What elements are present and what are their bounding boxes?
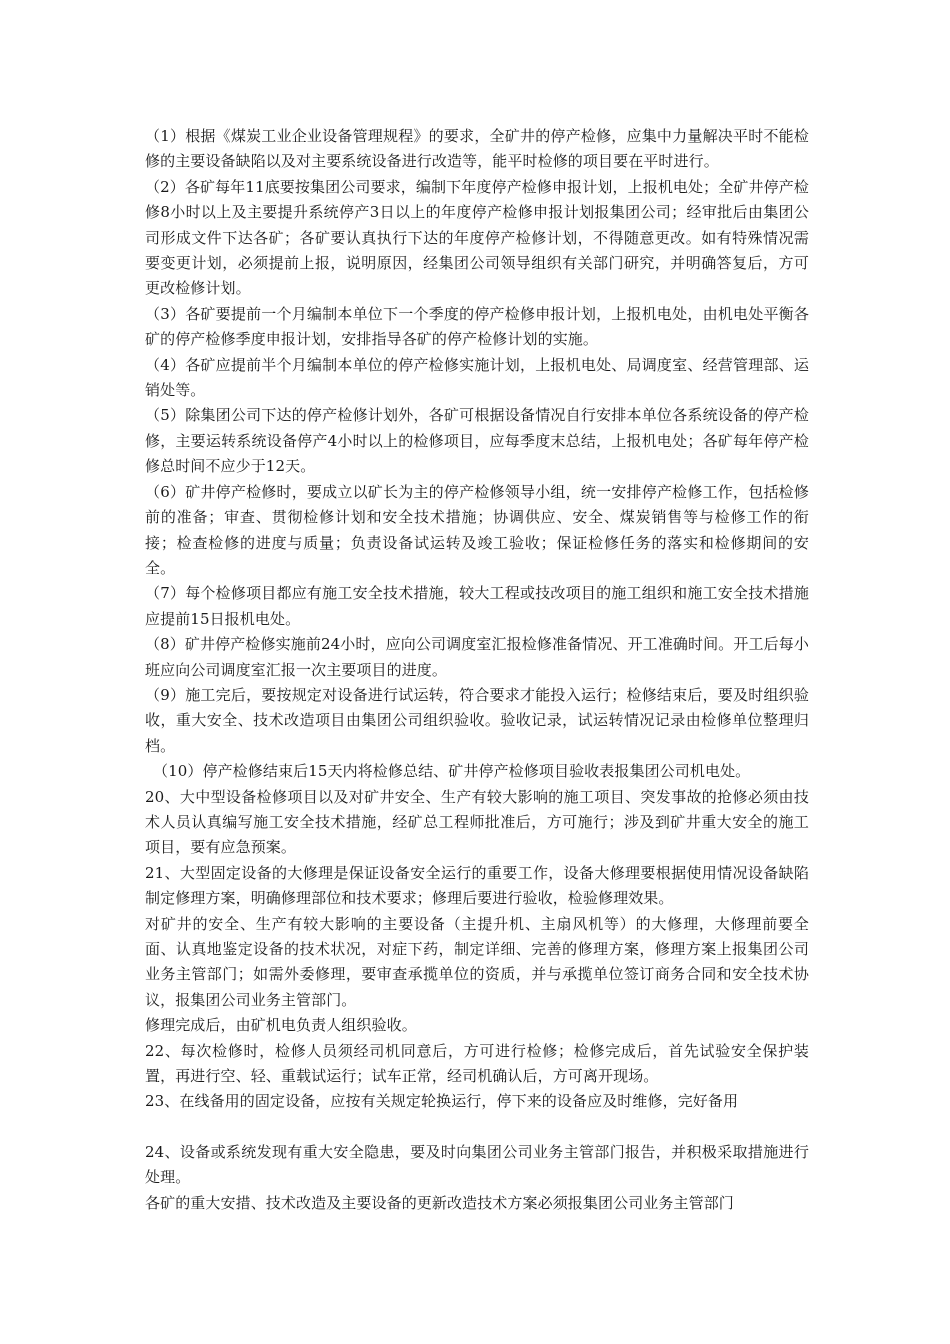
paragraph-3: （3）各矿要提前一个月编制本单位下一个季度的停产检修申报计划，上报机电处，由机电处平衡各矿的停产检修季度申报计划，安排指导各矿的停产检修计划的实施。: [145, 304, 809, 349]
paragraph-6: （6）矿井停产检修时，要成立以矿长为主的停产检修领导小组，统一安排停产检修工作，包括检修前的准备；审查、贯彻检修计划和安全技术措施；协调供应、安全、煤炭销售等与检修工作的衔接；检查检修的进度与质量；负责设备试运转及竣工验收；保证检修任务的落实和检修期间的安全。: [145, 482, 809, 577]
paragraph-24: 24、设备或系统发现有重大安全隐患，要及时向集团公司业务主管部门报告，并积极采取措施进行处理。: [145, 1142, 809, 1187]
paragraph-22: 22、每次检修时，检修人员须经司机同意后，方可进行检修；检修完成后，首先试验安全保护装置，再进行空、轻、重载试运行；试车正常，经司机确认后，方可离开现场。: [145, 1041, 809, 1086]
paragraph-21: 21、大型固定设备的大修理是保证设备安全运行的重要工作，设备大修理要根据使用情况设备缺陷制定修理方案，明确修理部位和技术要求；修理后要进行验收，检验修理效果。: [145, 863, 809, 908]
paragraph-5: （5）除集团公司下达的停产检修计划外，各矿可根据设备情况自行安排本单位各系统设备的停产检修，主要运转系统设备停产4小时以上的检修项目，应每季度末总结，上报机电处；各矿每年停产检修总时间不应少于12天。: [145, 406, 809, 476]
paragraph-10: （10）停产检修结束后15天内将检修总结、矿井停产检修项目验收表报集团公司机电处。: [153, 762, 751, 781]
paragraph-20: 20、大中型设备检修项目以及对矿井安全、生产有较大影响的施工项目、突发事故的抢修必须由技术人员认真编写施工安全技术措施，经矿总工程师批准后，方可施行；涉及到矿井重大安全的施工项目，要有应急预案。: [145, 787, 809, 857]
paragraph-1: （1）根据《煤炭工业企业设备管理规程》的要求，全矿井的停产检修，应集中力量解决平时不能检修的主要设备缺陷以及对主要系统设备进行改造等，能平时检修的项目要在平时进行。: [145, 127, 809, 171]
blank-line: [145, 1115, 809, 1140]
paragraph-24-technical-plan: 各矿的重大安措、技术改造及主要设备的更新改造技术方案必须报集团公司业务主管部门: [145, 1193, 734, 1212]
paragraph-9: （9）施工完后，要按规定对设备进行试运转，符合要求才能投入运行；检修结束后，要及时组织验收，重大安全、技术改造项目由集团公司组织验收。验收记录，试运转情况记录由检修单位整理归档。: [145, 685, 809, 755]
document-body: [145, 124, 809, 1216]
paragraph-21-acceptance: 修理完成后，由矿机电负责人组织验收。: [145, 1016, 417, 1035]
paragraph-23: 23、在线备用的固定设备，应按有关规定轮换运行，停下来的设备应及时维修，完好备用: [145, 1092, 739, 1111]
paragraph-2: （2）各矿每年11底要按集团公司要求，编制下年度停产检修申报计划，上报机电处；全矿井停产检修8小时以上及主要提升系统停产3日以上的年度停产检修申报计划报集团公司；经审批后由集团公司形成文件下达各矿；各矿要认真执行下达的年度停产检修计划，不得随意更改。如有特殊情况需要变更计划，必须提前上报，说明原因，经集团公司领导组织有关部门研究，并明确答复后，方可更改检修计划。: [145, 177, 809, 298]
paragraph-21-major-equipment: 对矿井的安全、生产有较大影响的主要设备（主提升机、主扇风机等）的大修理，大修理前要全面、认真地鉴定设备的技术状况，对症下药，制定详细、完善的修理方案，修理方案上报集团公司业务主管部门；如需外委修理，要审查承揽单位的资质，并与承揽单位签订商务合同和安全技术协议，报集团公司业务主管部门。: [145, 914, 809, 1009]
paragraph-4: （4）各矿应提前半个月编制本单位的停产检修实施计划，上报机电处、局调度室、经营管理部、运销处等。: [145, 355, 809, 400]
paragraph-8: （8）矿井停产检修实施前24小时，应向公司调度室汇报检修准备情况、开工准确时间。开工后每小班应向公司调度室汇报一次主要项目的进度。: [145, 635, 809, 679]
paragraph-7: （7）每个检修项目都应有施工安全技术措施，较大工程或技改项目的施工组织和施工安全技术措施应提前15日报机电处。: [145, 584, 809, 628]
